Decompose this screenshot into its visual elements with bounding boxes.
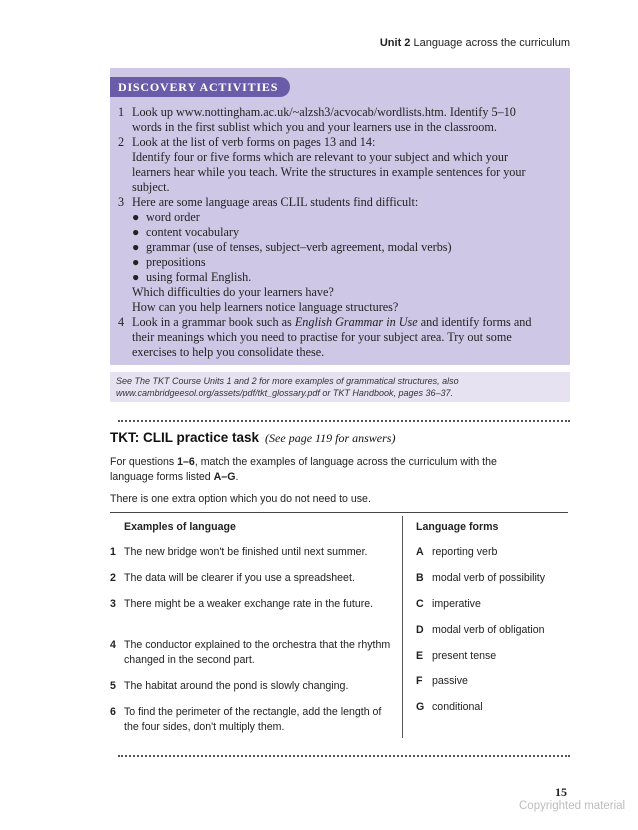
item-number: 3: [118, 195, 125, 209]
bullet-icon: ●: [132, 240, 140, 254]
form-option: C imperative: [416, 598, 481, 610]
list-item: ● word order: [132, 210, 200, 224]
form-option: F passive: [416, 675, 468, 687]
item-line: Here are some language areas CLIL students find difficult:: [132, 195, 419, 209]
example-row: 4 The conductor explained to the orchestra that the rhythm changed in the second part.: [110, 639, 391, 666]
examples-column-header: Examples of language: [124, 521, 236, 533]
bullet-icon: ●: [132, 255, 140, 269]
form-option: D modal verb of obligation: [416, 624, 545, 636]
item-line: Look up www.nottingham.ac.uk/~alzsh3/acvocab/wordlists.htm. Identify 5–10: [132, 105, 516, 119]
item-number: 2: [118, 135, 125, 149]
item-line: subject.: [132, 180, 170, 194]
item-line: How can you help learners notice language structures?: [132, 300, 399, 314]
item-line: exercises to help you consolidate these.: [132, 345, 325, 359]
item-number: 4: [118, 315, 125, 329]
item-line: learners hear while you teach. Write the structures in example sentences for your: [132, 165, 526, 179]
dotted-divider: [118, 420, 570, 422]
note-line: See The TKT Course Units 1 and 2 for more examples of grammatical structures, also: [116, 376, 459, 386]
example-row: 2 The data will be clearer if you use a spreadsheet.: [110, 572, 355, 584]
item-number: 1: [118, 105, 125, 119]
example-row: 5 The habitat around the pond is slowly changing.: [110, 680, 349, 692]
unit-label: Unit 2: [379, 37, 411, 49]
unit-title: Language across the curriculum: [413, 37, 570, 49]
task-title: TKT: CLIL practice task (See page 119 for answers): [110, 430, 396, 445]
item-line: Identify four or five forms which are relevant to your subject and which your: [132, 150, 508, 164]
extra-option-note: There is one extra option which you do not need to use.: [110, 493, 371, 505]
discovery-heading: DISCOVERY ACTIVITIES: [110, 77, 290, 97]
dotted-divider: [118, 755, 570, 757]
note-line: www.cambridgeesol.org/assets/pdf/tkt_glossary.pdf or TKT Handbook, pages 36–37.: [116, 388, 454, 398]
list-item: ● grammar (use of tenses, subject–verb agreement, modal verbs): [132, 240, 452, 254]
page-number: 15: [555, 785, 567, 799]
form-option: A reporting verb: [416, 546, 498, 558]
example-row: 6 To find the perimeter of the rectangle, add the length of the four sides, don't multiply them.: [110, 706, 382, 733]
activity-item-2: [116, 135, 564, 195]
table-top-rule: [110, 512, 568, 513]
bullet-icon: ●: [132, 225, 140, 239]
example-row: 3 There might be a weaker exchange rate in the future.: [110, 598, 374, 610]
difficulty-list: [132, 210, 564, 285]
form-option: B modal verb of possibility: [416, 572, 546, 584]
answers-note: (See page 119 for answers): [265, 431, 396, 445]
list-item: ● content vocabulary: [132, 225, 240, 239]
running-head: [380, 37, 570, 49]
activity-item-1: [116, 105, 564, 135]
item-line: Which difficulties do your learners have?: [132, 285, 334, 299]
example-row: 1 The new bridge won't be finished until next summer.: [110, 546, 368, 558]
item-line: Look at the list of verb forms on pages 13 and 14:: [132, 135, 376, 149]
activity-item-3: [116, 195, 564, 315]
activity-item-4: [116, 315, 564, 360]
list-item: ● using formal English.: [132, 270, 252, 284]
form-option: E present tense: [416, 650, 497, 662]
item-line: their meanings which you need to practise for your subject area. Try out some: [132, 330, 512, 344]
discovery-activities-box: [110, 68, 570, 365]
bullet-icon: ●: [132, 210, 140, 224]
copyright-watermark: Copyrighted material: [519, 800, 626, 812]
book-title: English Grammar in Use: [294, 315, 418, 329]
item-line: words in the first sublist which you and your learners use in the classroom.: [132, 120, 497, 134]
form-option: G conditional: [416, 701, 483, 713]
discovery-list: [116, 105, 564, 360]
forms-column-header: Language forms: [416, 521, 499, 533]
item-line: Look in a grammar book such as English Grammar in Use and identify forms and: [132, 315, 532, 329]
column-divider: [402, 516, 403, 738]
list-item: ● prepositions: [132, 255, 206, 269]
see-also-note: [110, 372, 570, 402]
task-instructions: For questions 1–6, match the examples of language across the curriculum with the language forms listed A–G.: [110, 456, 497, 483]
bullet-icon: ●: [132, 270, 140, 284]
